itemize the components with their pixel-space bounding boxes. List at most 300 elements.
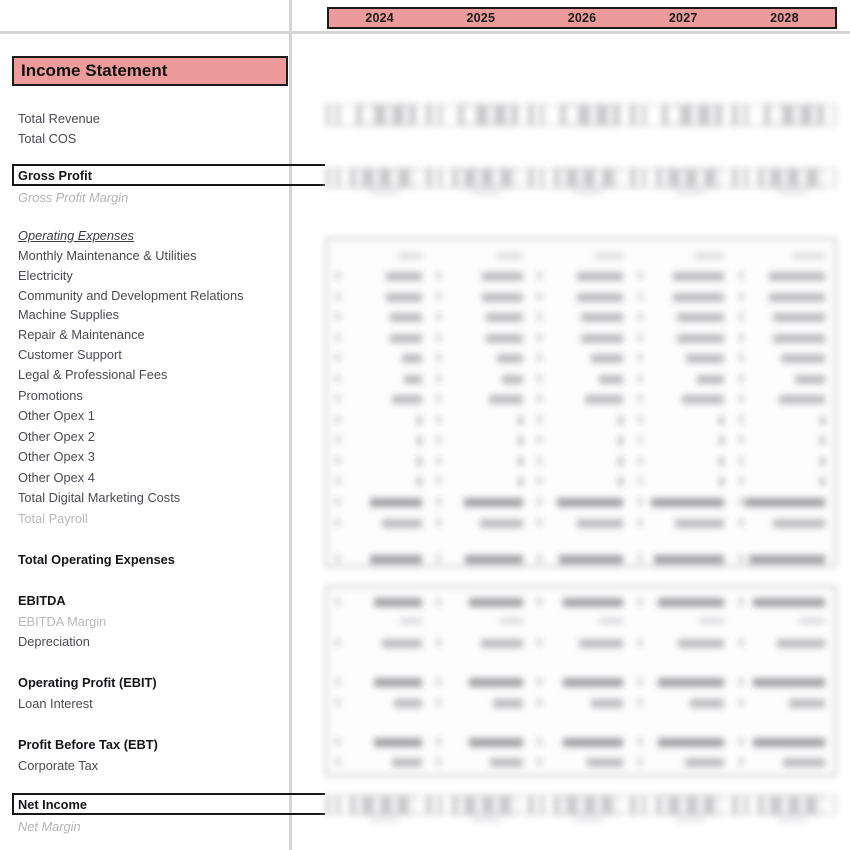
redacted-cell-mark — [518, 796, 528, 814]
redacted-cell-mark — [636, 105, 642, 125]
redacted-number-mark — [783, 758, 825, 767]
row-label-ebitda-margin[interactable]: EBITDA Margin — [18, 614, 107, 629]
redacted-value-row — [329, 637, 833, 650]
currency-symbol: $ — [738, 353, 744, 364]
redacted-number-mark — [820, 436, 825, 445]
redacted-number-mark — [469, 738, 523, 747]
currency-symbol: $ — [335, 333, 341, 344]
redacted-number-mark — [675, 519, 724, 528]
redacted-value-cell — [329, 253, 430, 259]
redacted-value-cell — [329, 477, 430, 486]
redacted-value-cell — [430, 334, 531, 343]
redacted-cell-mark — [799, 170, 806, 186]
redacted-number-mark — [490, 758, 523, 767]
redacted-cell-mark — [578, 797, 584, 813]
redacted-cell-mark — [646, 169, 656, 187]
redacted-value-cell — [430, 416, 531, 425]
redacted-value-cell — [631, 678, 732, 687]
currency-symbol: $ — [536, 415, 543, 426]
redacted-value-cell — [631, 436, 732, 445]
currency-symbol: $ — [435, 415, 442, 426]
redacted-cell-mark — [782, 797, 788, 813]
redacted-number-mark — [618, 436, 623, 445]
redacted-value-cell — [531, 272, 632, 281]
redacted-value-cell — [329, 498, 430, 507]
redacted-cell-mark — [464, 106, 476, 124]
redacted-cell-mark — [636, 169, 642, 187]
row-label-total-operating-expenses[interactable]: Total Operating Expenses — [18, 552, 175, 567]
redacted-value-cell — [531, 253, 632, 259]
redacted-value-row — [329, 332, 833, 345]
redacted-value-row — [329, 393, 833, 406]
redacted-cell-mark — [794, 106, 800, 124]
redacted-cell-mark — [764, 170, 770, 186]
row-label-other-opex-2[interactable]: Other Opex 2 — [18, 429, 95, 444]
redacted-cell-mark — [386, 106, 392, 124]
row-label-total-cos[interactable]: Total COS — [18, 131, 77, 146]
redacted-number-mark — [820, 457, 825, 466]
redacted-value-cell — [531, 293, 632, 302]
redacted-cell-mark — [722, 169, 732, 187]
redacted-number-mark — [577, 519, 623, 528]
redacted-value-cell — [430, 293, 531, 302]
redacted-value-cell — [631, 598, 732, 607]
currency-symbol: $ — [637, 518, 643, 529]
redacted-value-cell — [531, 395, 632, 404]
currency-symbol: $ — [637, 497, 643, 508]
currency-symbol: $ — [637, 333, 643, 344]
redacted-value-cell — [631, 457, 732, 466]
redacted-cell-mark — [330, 169, 336, 187]
currency-symbol: $ — [738, 518, 744, 529]
redacted-cell-mark — [458, 170, 464, 186]
redacted-number-mark — [658, 678, 724, 687]
redacted-value-cell — [430, 738, 531, 747]
row-label-other-opex-3[interactable]: Other Opex 3 — [18, 449, 95, 464]
redacted-value-cell — [732, 699, 833, 708]
currency-symbol: $ — [738, 698, 744, 709]
redacted-cell-mark — [416, 796, 426, 814]
redacted-value-cell — [531, 436, 632, 445]
row-label-total-digital-marketing[interactable]: Total Digital Marketing Costs — [18, 490, 181, 505]
year-header-2025[interactable]: 2025 — [466, 11, 496, 25]
redacted-value-cell — [732, 618, 833, 624]
redacted-value-cell — [732, 477, 833, 486]
redacted-value-cell — [531, 699, 632, 708]
redacted-cell-mark — [534, 105, 540, 125]
redacted-number-mark — [493, 699, 523, 708]
redacted-cell-mark — [824, 796, 834, 814]
redacted-number-mark — [618, 477, 623, 486]
redacted-number-mark — [793, 253, 825, 259]
redacted-value-cell — [329, 395, 430, 404]
currency-symbol: $ — [435, 292, 442, 303]
redacted-number-mark — [678, 639, 724, 648]
redacted-value-cell — [329, 457, 430, 466]
redacted-value-cell — [329, 758, 430, 767]
redacted-value-cell — [732, 639, 833, 648]
redacted-cell-mark — [392, 797, 397, 813]
redacted-number-mark — [563, 598, 623, 607]
redacted-cell-mark — [410, 170, 415, 186]
income-statement-title-box[interactable] — [12, 56, 288, 86]
redacted-cell-mark — [722, 105, 732, 125]
redacted-number-mark — [820, 477, 825, 486]
redacted-number-mark — [382, 519, 422, 528]
redacted-value-cell — [329, 313, 430, 322]
redacted-value-cell — [631, 395, 732, 404]
currency-symbol: $ — [335, 553, 341, 565]
redacted-value-cell — [732, 253, 833, 259]
redacted-number-mark — [769, 293, 825, 302]
redacted-value-cell — [430, 477, 531, 486]
row-label-community-relations[interactable]: Community and Development Relations — [18, 288, 244, 303]
row-label-profit-before-tax-ebt[interactable]: Profit Before Tax (EBT) — [18, 737, 158, 752]
redacted-cell-mark — [369, 816, 400, 823]
year-header-2026[interactable]: 2026 — [567, 11, 597, 25]
redacted-values-operating-expenses[interactable] — [325, 237, 837, 568]
redacted-value-row — [329, 675, 833, 689]
redacted-number-mark — [745, 498, 825, 507]
redacted-cell-mark — [697, 170, 704, 186]
currency-symbol: $ — [335, 415, 341, 426]
redacted-number-mark — [677, 313, 724, 322]
currency-symbol: $ — [435, 553, 442, 565]
redacted-cell-mark — [680, 797, 686, 813]
net-income-band[interactable] — [12, 793, 325, 815]
redacted-value-cell — [329, 354, 430, 363]
redacted-cell-mark — [595, 170, 602, 186]
redacted-cell-mark — [764, 797, 770, 813]
redacted-value-cell — [631, 758, 732, 767]
redacted-number-mark — [465, 555, 523, 564]
currency-symbol: $ — [335, 476, 341, 487]
redacted-number-mark — [400, 618, 422, 624]
redacted-number-mark — [464, 498, 523, 507]
redacted-number-mark — [773, 519, 825, 528]
currency-symbol: $ — [738, 435, 744, 446]
currency-symbol: $ — [738, 638, 744, 649]
year-header-2024[interactable]: 2024 — [365, 11, 394, 25]
row-label-depreciation[interactable]: Depreciation — [18, 634, 90, 649]
row-label-other-opex-1[interactable]: Other Opex 1 — [18, 408, 95, 423]
redacted-values-net-income[interactable] — [326, 789, 836, 837]
redacted-cell-mark — [636, 796, 642, 814]
redacted-cell-mark — [340, 169, 350, 187]
row-label-promotions[interactable]: Promotions — [18, 388, 83, 403]
currency-symbol: $ — [335, 757, 341, 768]
redacted-cell-mark — [782, 170, 787, 186]
redacted-number-mark — [581, 334, 623, 343]
currency-symbol: $ — [536, 333, 543, 344]
redacted-value-row — [329, 595, 833, 609]
year-header-2027[interactable]: 2027 — [668, 11, 698, 25]
currency-symbol: $ — [536, 518, 543, 529]
redacted-cell-mark — [675, 816, 706, 823]
redacted-value-cell — [531, 334, 632, 343]
redacted-number-mark — [686, 354, 724, 363]
redacted-cell-mark — [442, 796, 452, 814]
currency-symbol: $ — [738, 394, 744, 405]
redacted-number-mark — [469, 678, 523, 687]
redacted-cell-mark — [340, 796, 350, 814]
redacted-number-mark — [469, 598, 523, 607]
redacted-number-mark — [694, 253, 724, 259]
redacted-number-mark — [481, 639, 523, 648]
currency-symbol: $ — [738, 312, 744, 323]
row-label-net-margin[interactable]: Net Margin — [18, 819, 81, 834]
redacted-cell-mark — [416, 105, 426, 125]
redacted-number-mark — [673, 293, 724, 302]
redacted-number-mark — [417, 416, 422, 425]
redacted-value-row — [329, 434, 833, 447]
redacted-cell-mark — [534, 796, 540, 814]
redacted-number-mark — [658, 738, 724, 747]
redacted-number-mark — [417, 436, 422, 445]
redacted-cell-mark — [777, 816, 808, 823]
redacted-number-mark — [382, 639, 422, 648]
redacted-cell-mark — [710, 106, 715, 124]
currency-symbol: $ — [637, 476, 643, 487]
currency-symbol: $ — [637, 736, 643, 748]
redacted-number-mark — [518, 457, 523, 466]
redacted-cell-mark — [748, 796, 758, 814]
redacted-cell-mark — [416, 169, 426, 187]
row-label-operating-expenses-heading[interactable]: Operating Expenses — [18, 228, 134, 243]
redacted-cell-mark — [675, 189, 706, 196]
redacted-value-cell — [531, 555, 632, 564]
redacted-cell-mark — [488, 106, 494, 124]
currency-symbol: $ — [335, 456, 341, 467]
redacted-cell-mark — [471, 189, 502, 196]
row-label-total-revenue[interactable]: Total Revenue — [18, 111, 100, 126]
redacted-number-mark — [497, 253, 523, 259]
redacted-value-row — [329, 291, 833, 304]
redacted-value-cell — [732, 519, 833, 528]
currency-symbol: $ — [637, 676, 643, 688]
redacted-value-cell — [631, 375, 732, 384]
redacted-value-cell — [732, 293, 833, 302]
currency-symbol: $ — [738, 757, 744, 768]
currency-symbol: $ — [738, 596, 744, 608]
currency-symbol: $ — [435, 476, 442, 487]
redacted-number-mark — [404, 375, 422, 384]
redacted-number-mark — [777, 639, 825, 648]
currency-symbol: $ — [536, 638, 543, 649]
row-label-repair-maintenance[interactable]: Repair & Maintenance — [18, 327, 145, 342]
redacted-value-cell — [531, 477, 632, 486]
redacted-cell-mark — [620, 796, 630, 814]
currency-symbol: $ — [435, 638, 442, 649]
redacted-cell-mark — [748, 105, 764, 125]
redacted-number-mark — [719, 436, 724, 445]
redacted-value-cell — [531, 758, 632, 767]
redacted-value-cell — [531, 639, 632, 648]
redacted-number-mark — [651, 498, 724, 507]
redacted-value-cell — [631, 272, 732, 281]
redacted-value-cell — [430, 375, 531, 384]
currency-symbol: $ — [435, 456, 442, 467]
redacted-value-cell — [631, 699, 732, 708]
redacted-number-mark — [781, 354, 825, 363]
row-label-customer-support[interactable]: Customer Support — [18, 347, 122, 362]
row-label-ebitda[interactable]: EBITDA — [18, 593, 66, 608]
redacted-cell-mark — [544, 105, 560, 125]
row-label-other-opex-4[interactable]: Other Opex 4 — [18, 470, 95, 485]
redacted-number-mark — [374, 598, 422, 607]
redacted-number-mark — [677, 334, 724, 343]
redacted-value-row — [329, 616, 833, 626]
redacted-number-mark — [753, 598, 825, 607]
row-label-gross-profit-margin[interactable]: Gross Profit Margin — [18, 190, 129, 205]
redacted-cell-mark — [458, 797, 464, 813]
redacted-number-mark — [518, 436, 523, 445]
redacted-number-mark — [417, 457, 422, 466]
redacted-value-cell — [732, 395, 833, 404]
redacted-value-cell — [732, 555, 833, 564]
redacted-value-cell — [631, 293, 732, 302]
row-label-electricity[interactable]: Electricity — [18, 268, 73, 283]
row-label-monthly-maintenance[interactable]: Monthly Maintenance & Utilities — [18, 248, 197, 263]
currency-symbol: $ — [738, 456, 744, 467]
redacted-number-mark — [394, 699, 422, 708]
year-header-banner — [327, 7, 837, 29]
redacted-cell-mark — [330, 105, 336, 125]
redacted-cell-mark — [560, 170, 566, 186]
redacted-value-cell — [430, 699, 531, 708]
redacted-value-cell — [430, 519, 531, 528]
redacted-value-cell — [329, 519, 430, 528]
redacted-number-mark — [599, 618, 623, 624]
redacted-number-mark — [486, 334, 523, 343]
redacted-value-cell — [329, 738, 430, 747]
redacted-number-mark — [502, 375, 523, 384]
redacted-value-cell — [531, 313, 632, 322]
redacted-value-cell — [430, 498, 531, 507]
row-label-loan-interest[interactable]: Loan Interest — [18, 696, 93, 711]
redacted-value-cell — [430, 436, 531, 445]
redacted-number-mark — [559, 555, 623, 564]
currency-symbol: $ — [637, 292, 643, 303]
redacted-value-cell — [531, 618, 632, 624]
row-label-operating-profit-ebit[interactable]: Operating Profit (EBIT) — [18, 675, 157, 690]
redacted-number-mark — [795, 375, 825, 384]
redacted-number-mark — [773, 313, 825, 322]
currency-symbol: $ — [435, 596, 442, 608]
currency-symbol: $ — [536, 698, 543, 709]
currency-symbol: $ — [435, 374, 442, 385]
redacted-value-cell — [329, 639, 430, 648]
currency-symbol: $ — [637, 698, 643, 709]
currency-symbol: $ — [536, 374, 543, 385]
row-label-corporate-tax[interactable]: Corporate Tax — [18, 758, 99, 773]
redacted-number-mark — [618, 416, 623, 425]
redacted-value-cell — [430, 354, 531, 363]
redacted-number-mark — [595, 253, 623, 259]
redacted-number-mark — [417, 477, 422, 486]
year-header-2028[interactable]: 2028 — [770, 11, 799, 25]
redacted-number-mark — [690, 699, 724, 708]
redacted-number-mark — [579, 639, 623, 648]
redacted-cell-mark — [432, 105, 438, 125]
redacted-value-cell — [531, 498, 632, 507]
redacted-cell-mark — [534, 169, 540, 187]
gross-profit-band[interactable] — [12, 164, 325, 186]
redacted-value-row — [329, 455, 833, 468]
redacted-value-cell — [430, 639, 531, 648]
redacted-value-cell — [732, 272, 833, 281]
redacted-number-mark — [370, 555, 422, 564]
currency-symbol: $ — [435, 394, 442, 405]
currency-symbol: $ — [738, 736, 744, 748]
currency-symbol: $ — [335, 271, 341, 282]
redacted-value-cell — [329, 678, 430, 687]
redacted-value-cell — [430, 313, 531, 322]
redacted-values-ebitda-to-tax[interactable] — [325, 585, 837, 777]
redacted-number-mark — [398, 253, 422, 259]
redacted-cell-mark — [716, 170, 721, 186]
currency-symbol: $ — [435, 333, 442, 344]
redacted-cell-mark — [362, 106, 374, 124]
row-label-machine-supplies[interactable]: Machine Supplies — [18, 307, 120, 322]
redacted-cell-mark — [613, 797, 619, 813]
redacted-cell-mark — [573, 189, 604, 196]
redacted-number-mark — [497, 354, 523, 363]
redacted-number-mark — [585, 395, 623, 404]
redacted-cell-mark — [409, 797, 415, 813]
currency-symbol: $ — [435, 736, 442, 748]
redacted-number-mark — [392, 395, 422, 404]
redacted-number-mark — [577, 272, 623, 281]
redacted-cell-mark — [511, 797, 517, 813]
redacted-number-mark — [719, 477, 724, 486]
redacted-number-mark — [685, 758, 724, 767]
currency-symbol: $ — [335, 374, 341, 385]
redacted-number-mark — [577, 293, 623, 302]
redacted-values-gross-profit[interactable] — [326, 160, 836, 204]
redacted-cell-mark — [662, 170, 668, 186]
redacted-number-mark — [386, 293, 422, 302]
redacted-cell-mark — [608, 106, 613, 124]
redacted-value-cell — [531, 375, 632, 384]
currency-symbol: $ — [435, 757, 442, 768]
redacted-cell-mark — [544, 169, 554, 187]
currency-symbol: $ — [738, 415, 744, 426]
currency-symbol: $ — [536, 497, 543, 508]
redacted-number-mark — [482, 293, 523, 302]
redacted-value-cell — [732, 436, 833, 445]
redacted-value-row — [329, 270, 833, 283]
redacted-number-mark — [682, 395, 724, 404]
currency-symbol: $ — [637, 596, 643, 608]
redacted-cell-mark — [432, 169, 438, 187]
redacted-value-cell — [732, 334, 833, 343]
redacted-cell-mark — [812, 106, 817, 124]
currency-symbol: $ — [536, 271, 543, 282]
redacted-values-revenue-cos[interactable] — [326, 100, 836, 150]
row-label-legal-professional-fees[interactable]: Legal & Professional Fees — [18, 367, 168, 382]
redacted-number-mark — [587, 758, 623, 767]
currency-symbol: $ — [435, 676, 442, 688]
redacted-cell-mark — [356, 797, 362, 813]
currency-symbol: $ — [435, 698, 442, 709]
redacted-number-mark — [486, 313, 523, 322]
currency-symbol: $ — [335, 497, 341, 508]
redacted-value-cell — [430, 555, 531, 564]
row-label-total-payroll[interactable]: Total Payroll — [18, 511, 88, 526]
redacted-number-mark — [518, 477, 523, 486]
row-label-net-income: Net Income — [18, 797, 87, 812]
